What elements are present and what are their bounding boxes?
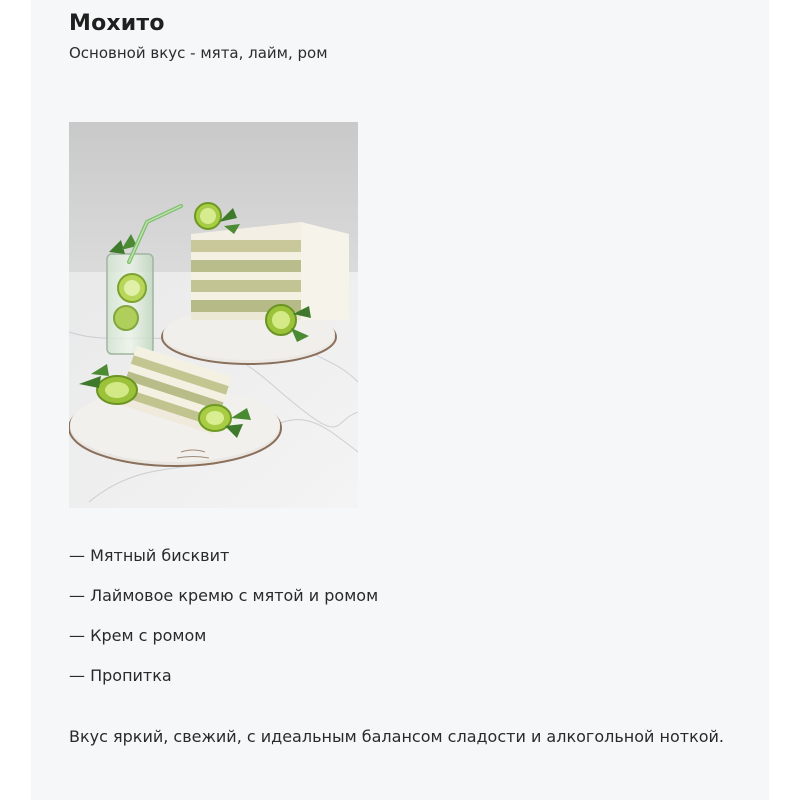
composition-list [69,545,378,705]
list-item: — Мятный бисквит [69,546,230,565]
cake-photo [69,122,358,508]
product-description: Вкус яркий, свежий, с идеальным балансом сладости и алкогольной ноткой. [69,727,725,746]
list-item: — Крем с ромом [69,626,207,645]
list-item: — Лаймовое кремю с мятой и ромом [69,586,379,605]
product-title: Мохито [69,11,165,36]
list-item: — Пропитка [69,666,172,685]
product-subtitle: Основной вкус - мята, лайм, ром [69,44,328,62]
